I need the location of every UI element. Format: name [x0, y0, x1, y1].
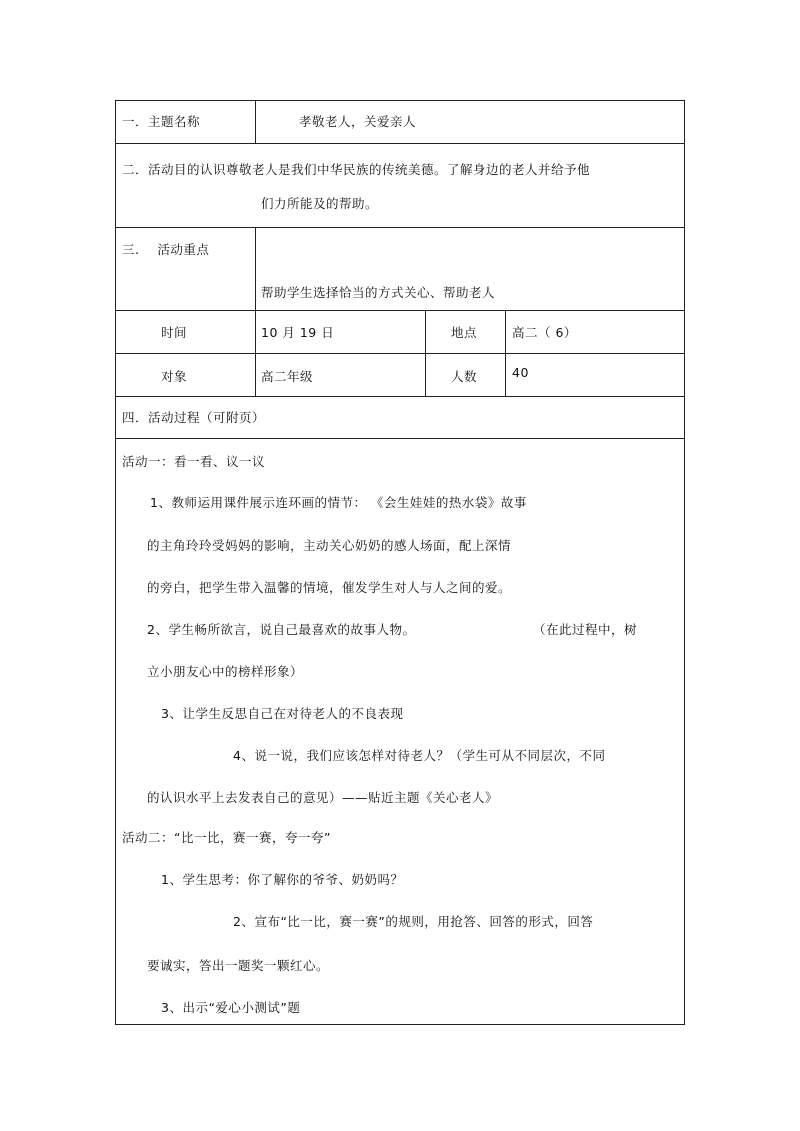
purpose-text-line2: 们力所能及的帮助。 — [261, 196, 379, 211]
count-label: 人数 — [451, 369, 478, 384]
activity1-step2-line2: 立小朋友心中的榜样形象） — [147, 664, 304, 679]
activity1-title: 活动一：看一看、议一议 — [122, 454, 266, 469]
table-border-right — [684, 100, 685, 1025]
activity1-step4-line1: 4、说一说，我们应该怎样对待老人？（学生可从不同层次，不同 — [233, 748, 606, 763]
row-divider — [115, 396, 685, 397]
place-value: 高二（ 6） — [512, 325, 577, 340]
activity2-step1: 1、学生思考：你了解你的爷爷、奶奶吗？ — [161, 872, 404, 887]
table-border-left — [115, 100, 116, 1025]
purpose-text-line1: 二．活动目的认识尊敬老人是我们中华民族的传统美德。了解身边的老人并给予他 — [122, 162, 591, 177]
activity1-step1-line2: 的主角玲玲受妈妈的影响，主动关心奶奶的感人场面，配上深情 — [147, 538, 512, 553]
row-divider — [115, 227, 685, 228]
activity2-step3: 3、出示“爱心小测试”题 — [161, 1000, 301, 1015]
row-divider — [115, 310, 685, 311]
table-border-top — [115, 100, 685, 101]
count-value: 40 — [512, 365, 529, 380]
activity2-step2-line1: 2、宣布“比一比，赛一赛”的规则，用抢答、回答的形式，回答 — [233, 914, 594, 929]
target-label: 对象 — [161, 369, 188, 384]
target-value: 高二年级 — [261, 369, 314, 384]
activity1-step4-line2: 的认识水平上去发表自己的意见）——贴近主题《关心老人》 — [147, 790, 499, 805]
column-divider — [505, 310, 506, 397]
column-divider — [425, 310, 426, 397]
column-divider — [255, 227, 256, 397]
focus-value: 帮助学生选择恰当的方式关心、帮助老人 — [261, 285, 496, 300]
activity1-step2-line1a: 2、学生畅所欲言，说自己最喜欢的故事人物。 — [147, 622, 416, 637]
activity2-step2-line2: 要诚实，答出一题奖一颗红心。 — [147, 958, 330, 973]
topic-label: 一．主题名称 — [122, 114, 201, 129]
activity1-step1-line3: 的旁白，把学生带入温馨的情境，催发学生对人与人之间的爱。 — [147, 580, 512, 595]
activity1-step3: 3、让学生反思自己在对待老人的不良表现 — [161, 706, 404, 721]
row-divider — [115, 353, 685, 354]
row-divider — [115, 438, 685, 439]
process-label: 四．活动过程（可附页） — [122, 410, 266, 425]
place-label: 地点 — [451, 325, 478, 340]
time-label: 时间 — [161, 325, 188, 340]
time-value: 10 月 19 日 — [261, 325, 335, 340]
topic-value: 孝敬老人，关爱亲人 — [299, 114, 417, 129]
activity1-step2-line1b: （在此过程中，树 — [533, 622, 638, 637]
column-divider — [255, 100, 256, 144]
row-divider — [115, 143, 685, 144]
table-border-bottom — [115, 1024, 685, 1025]
activity2-title: 活动二：“比一比，赛一赛，夸一夸” — [122, 830, 331, 845]
focus-label: 三. 活动重点 — [122, 242, 210, 257]
activity1-step1-line1: 1、教师运用课件展示连环画的情节： 《会生娃娃的热水袋》故事 — [150, 495, 527, 510]
